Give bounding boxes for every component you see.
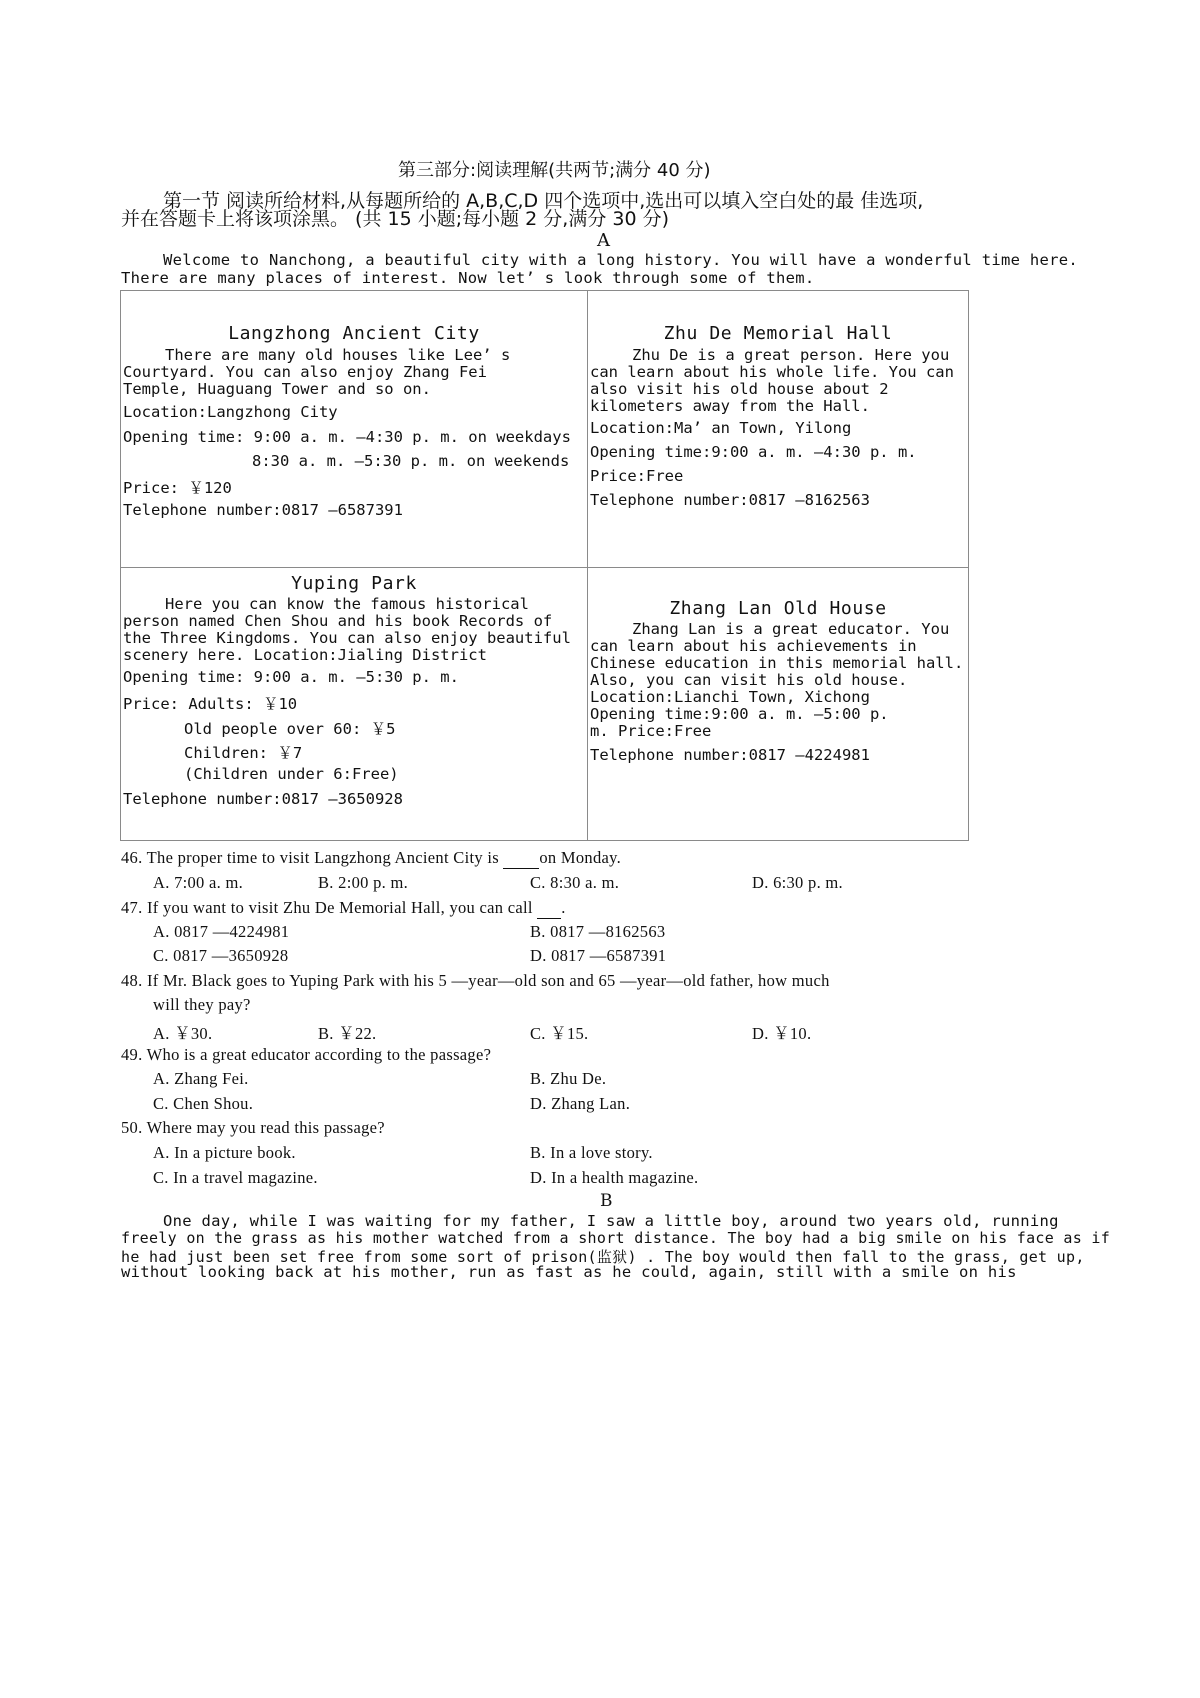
place-location: Location:Langzhong City — [123, 403, 338, 421]
place-price-old: Old people over 60: ￥5 — [184, 720, 396, 738]
question-46 — [121, 848, 621, 869]
place-price: Price:Free — [590, 467, 684, 485]
question-49: 49. Who is a great educator according to the passage? — [121, 1045, 492, 1064]
place-card-zhang-lan — [587, 567, 969, 841]
question-stem-end: on Monday. — [539, 848, 622, 867]
place-card-langzhong — [120, 290, 588, 568]
passage-b-label: B — [600, 1191, 613, 1211]
place-desc-line: the Three Kingdoms. You can also enjoy beautiful — [123, 629, 571, 647]
place-price: Price: Adults: ￥10 — [123, 695, 298, 713]
option-c[interactable]: C. 8:30 a. m. — [530, 873, 620, 892]
place-desc-line: scenery here. Location:Jialing District — [123, 646, 487, 664]
place-telephone: Telephone number:0817 —3650928 — [123, 790, 403, 808]
place-desc-line: can learn about his whole life. You can — [590, 363, 954, 381]
place-telephone: Telephone number:0817 —4224981 — [590, 746, 870, 764]
option-b[interactable]: B. Zhu De. — [530, 1069, 607, 1088]
option-a[interactable]: A. 7:00 a. m. — [153, 873, 244, 892]
question-stem: 47. If you want to visit Zhu De Memorial Hall, you can call — [121, 898, 538, 917]
section-intro-line-2: 并在答题卡上将该项涂黑。 (共 15 小题;每小题 2 分,满分 30 分) — [121, 208, 669, 230]
place-opening-time: Opening time: 9:00 a. m. —5:30 p. m. — [123, 668, 459, 686]
question-stem: 46. The proper time to visit Langzhong Ancient City is — [121, 848, 504, 867]
part-title: 第三部分:阅读理解(共两节;满分 40 分) — [398, 160, 711, 181]
option-a[interactable]: A. Zhang Fei. — [153, 1069, 249, 1088]
option-c[interactable]: C. Chen Shou. — [153, 1094, 254, 1113]
place-location: Location:Ma’ an Town, Yilong — [590, 419, 852, 437]
option-b[interactable]: B. 0817 —8162563 — [530, 922, 666, 941]
place-opening-time-weekend: 8:30 a. m. —5:30 p. m. on weekends — [252, 452, 570, 470]
place-desc-line: Chinese education in this memorial hall. — [590, 654, 964, 672]
option-d[interactable]: D. In a health magazine. — [530, 1168, 699, 1187]
option-b[interactable]: B. 2:00 p. m. — [318, 873, 409, 892]
option-d[interactable]: D. ￥10. — [752, 1024, 812, 1043]
place-desc-line: m. Price:Free — [590, 722, 712, 740]
option-b[interactable]: B. In a love story. — [530, 1143, 653, 1162]
option-d[interactable]: D. Zhang Lan. — [530, 1094, 631, 1113]
answer-blank — [503, 848, 539, 869]
passage-b-line: One day, while I was waiting for my father, I saw a little boy, around two years old, running — [163, 1212, 1059, 1230]
place-opening-time: Opening time: 9:00 a. m. —4:30 p. m. on weekdays — [123, 428, 571, 446]
passage-b-line: freely on the grass as his mother watched from a short distance. The boy had a big smile on his face as if — [121, 1229, 1111, 1247]
option-a[interactable]: A. ￥30. — [153, 1024, 213, 1043]
place-title: Zhang Lan Old House — [669, 598, 887, 619]
option-d[interactable]: D. 6:30 p. m. — [752, 873, 843, 892]
passage-b-line: he had just been set free from some sort of prison(监狱) . The boy would then fall to the grass, get up, — [121, 1248, 1085, 1266]
place-title: Zhu De Memorial Hall — [663, 323, 893, 344]
place-opening-time: Opening time:9:00 a. m. —4:30 p. m. — [590, 443, 917, 461]
place-desc-line: Also, you can visit his old house. — [590, 671, 908, 689]
section-intro-line-1: 第一节 阅读所给材料,从每题所给的 A,B,C,D 四个选项中,选出可以填入空白处的最 佳选项, — [163, 190, 924, 212]
place-card-yuping — [120, 567, 588, 841]
answer-blank — [537, 898, 561, 919]
option-a[interactable]: A. 0817 —4224981 — [153, 922, 290, 941]
passage-a-intro-line-2: There are many places of interest. Now let’ s look through some of them. — [121, 269, 815, 287]
place-telephone: Telephone number:0817 —6587391 — [123, 501, 403, 519]
passage-a-intro-line-1: Welcome to Nanchong, a beautiful city with a long history. You will have a wonderful time here. — [163, 251, 1079, 269]
place-card-zhu-de — [587, 290, 969, 568]
place-desc-line: kilometers away from the Hall. — [590, 397, 870, 415]
option-a[interactable]: A. In a picture book. — [153, 1143, 296, 1162]
place-desc-line: Opening time:9:00 a. m. —5:00 p. — [590, 705, 889, 723]
place-desc-line: also visit his old house about 2 — [590, 380, 889, 398]
passage-b-line: without looking back at his mother, run as fast as he could, again, still with a smile on his — [121, 1263, 1017, 1281]
place-desc-line: There are many old houses like Lee’ s — [165, 346, 511, 364]
place-title: Langzhong Ancient City — [228, 323, 480, 344]
place-price-children: Children: ￥7 — [184, 744, 303, 762]
option-c[interactable]: C. In a travel magazine. — [153, 1168, 318, 1187]
question-stem-end: . — [561, 898, 566, 917]
place-price-free: (Children under 6:Free) — [184, 765, 399, 783]
option-d[interactable]: D. 0817 —6587391 — [530, 946, 667, 965]
place-desc-line: Zhu De is a great person. Here you — [632, 346, 950, 364]
place-desc-line: Location:Lianchi Town, Xichong — [590, 688, 870, 706]
question-48-cont: will they pay? — [153, 995, 251, 1014]
place-title: Yuping Park — [291, 573, 417, 594]
option-b[interactable]: B. ￥22. — [318, 1024, 377, 1043]
option-c[interactable]: C. 0817 —3650928 — [153, 946, 289, 965]
option-c[interactable]: C. ￥15. — [530, 1024, 589, 1043]
place-desc-line: Courtyard. You can also enjoy Zhang Fei — [123, 363, 487, 381]
place-desc-line: Temple, Huaguang Tower and so on. — [123, 380, 431, 398]
place-price: Price: ￥120 — [123, 479, 232, 497]
question-48: 48. If Mr. Black goes to Yuping Park with his 5 —year—old son and 65 —year—old father, how much — [121, 971, 830, 990]
place-desc-line: Here you can know the famous historical — [165, 595, 529, 613]
place-telephone: Telephone number:0817 —8162563 — [590, 491, 870, 509]
question-47 — [121, 898, 566, 919]
place-desc-line: Zhang Lan is a great educator. You — [632, 620, 950, 638]
passage-a-label: A — [597, 230, 610, 251]
question-50: 50. Where may you read this passage? — [121, 1118, 385, 1137]
place-desc-line: can learn about his achievements in — [590, 637, 917, 655]
place-desc-line: person named Chen Shou and his book Records of — [123, 612, 553, 630]
